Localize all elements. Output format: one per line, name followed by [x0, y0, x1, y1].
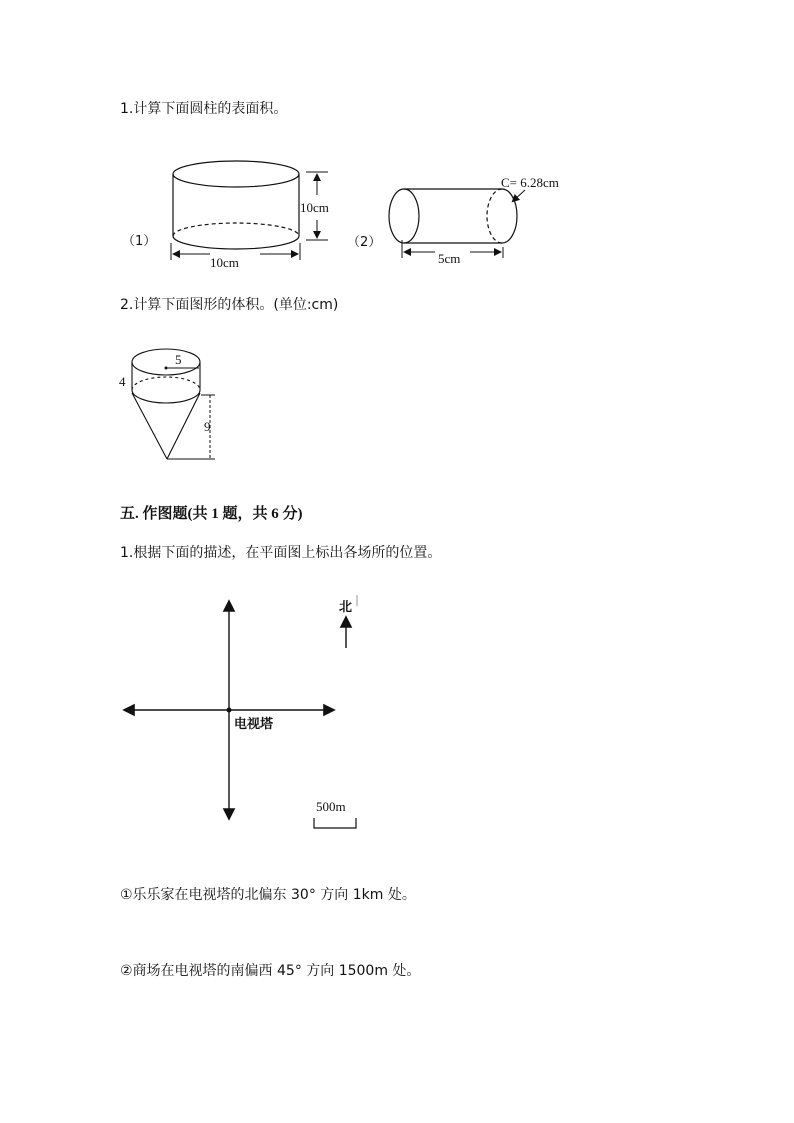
- fig2-label: （2）: [347, 235, 382, 250]
- cylinder-height-label: 4: [119, 374, 126, 389]
- cylinder-cone-figure: [115, 340, 235, 470]
- cone-height-label: 9: [204, 419, 211, 434]
- fig2-circumference-label: C= 6.28cm: [501, 175, 559, 190]
- tv-tower-point: [227, 708, 232, 713]
- scale-bar: [314, 818, 356, 828]
- fig1-height-label: 10cm: [300, 200, 329, 215]
- tv-tower-label: 电视塔: [234, 717, 274, 732]
- north-label: 北: [339, 600, 353, 615]
- fig1-label: （1）: [122, 234, 157, 249]
- section5-q1-title: 1.根据下面的描述，在平面图上标出各场所的位置。: [120, 545, 442, 561]
- cylinder-figure-2: [345, 168, 585, 268]
- cylinder-figure-1: [110, 150, 350, 275]
- fig1-diameter-label: 10cm: [210, 255, 239, 270]
- map-figure: [115, 590, 375, 835]
- description-item-2: ②商场在电视塔的南偏西 45° 方向 1500m 处。: [120, 963, 421, 979]
- description-item-1: ①乐乐家在电视塔的北偏东 30° 方向 1km 处。: [120, 887, 416, 903]
- radius-label: 5: [175, 352, 182, 367]
- fig2-length-label: 5cm: [438, 251, 461, 266]
- section-heading: 五. 作图题(共 1 题，共 6 分): [120, 506, 303, 522]
- scale-label: 500m: [316, 799, 346, 814]
- q2-title: 2.计算下面图形的体积。(单位:cm): [120, 297, 339, 313]
- q1-title: 1.计算下面圆柱的表面积。: [120, 101, 288, 117]
